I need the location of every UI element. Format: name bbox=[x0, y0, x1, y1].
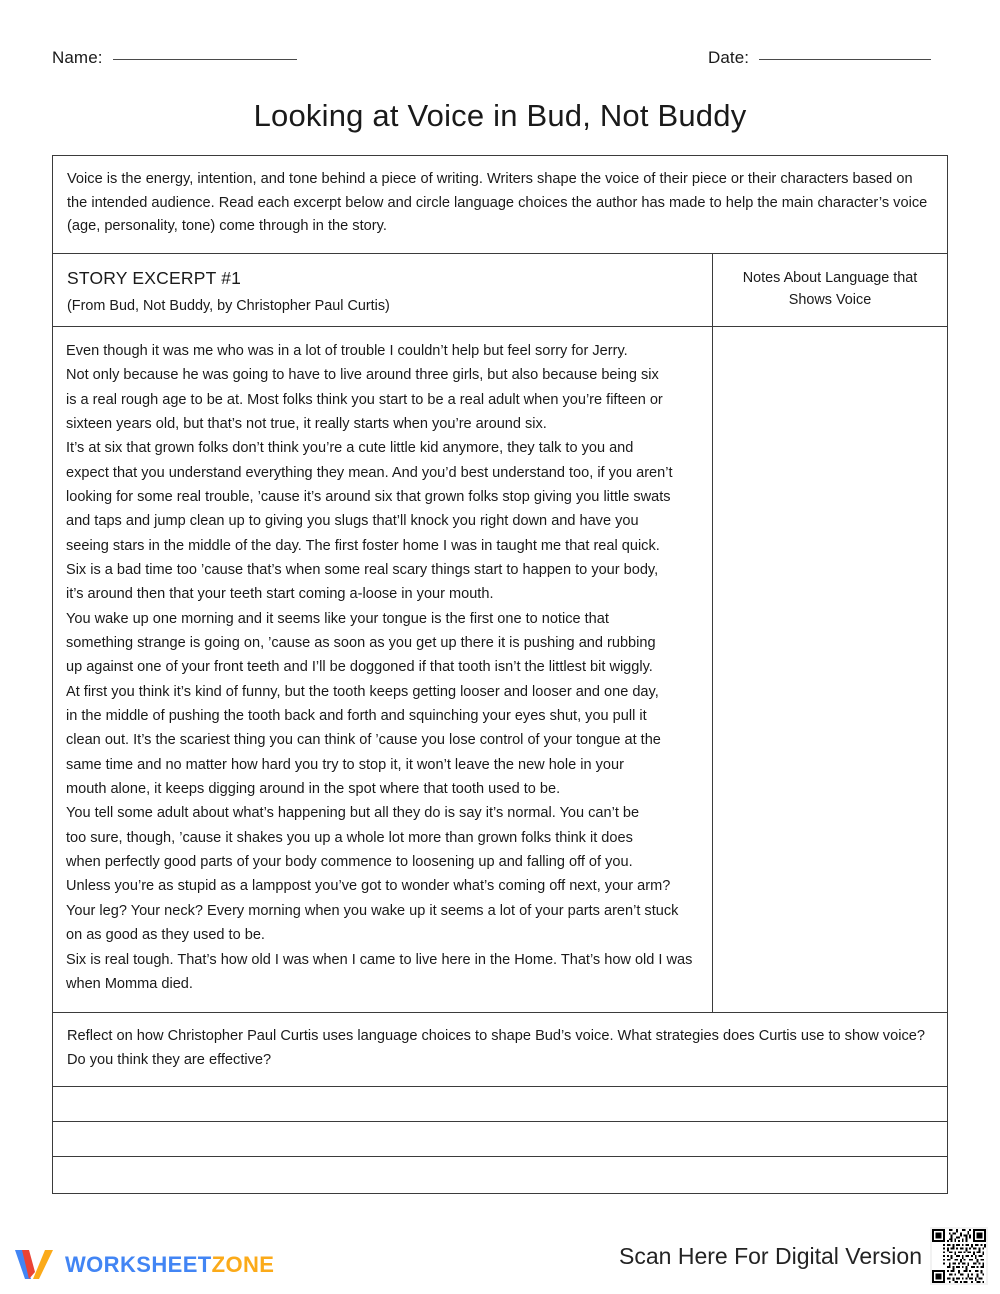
excerpt-header-row bbox=[53, 254, 947, 327]
reflection-row bbox=[53, 1013, 947, 1087]
name-date-row bbox=[52, 48, 948, 78]
passage-line: expect that you understand everything they mean. And you’d best understand too, if you aren’t bbox=[66, 464, 673, 481]
passage-line: it’s around then that your teeth start coming a-loose in your mouth. bbox=[66, 586, 494, 603]
date-label: Date: bbox=[708, 48, 750, 67]
passage-line: and taps and jump clean up to giving you slugs that’ll knock you right down and have you bbox=[66, 513, 639, 530]
passage-line: clean out. It’s the scariest thing you can think of ’cause you lose control of your tongue at the bbox=[66, 732, 661, 749]
passage-line: in the middle of pushing the tooth back and forth and squinching your eyes shut, you pull it bbox=[66, 708, 647, 725]
scan-text: Scan Here For Digital Version bbox=[619, 1242, 922, 1269]
scan-section bbox=[619, 1227, 988, 1285]
passage-line: At first you think it’s kind of funny, but the tooth keeps getting looser and looser and one day, bbox=[66, 683, 659, 700]
name-field-group bbox=[52, 48, 297, 68]
passage-line: Six is real tough. That’s how old I was when I came to live here in the Home. That’s how old I was bbox=[66, 951, 693, 968]
passage-line: same time and no matter how hard you try to stop it, it won’t leave the new hole in your bbox=[66, 756, 624, 773]
passage-line: sixteen years old, but that’s not true, it really starts when you’re around six. bbox=[66, 415, 547, 432]
footer bbox=[0, 1224, 1000, 1294]
brand-zone-text: ZONE bbox=[211, 1252, 275, 1277]
passage-line: You wake up one morning and it seems like your tongue is the first one to notice that bbox=[66, 610, 609, 627]
passage-line: mouth alone, it keeps digging around in the spot where that tooth used to be. bbox=[66, 781, 561, 798]
passage-line: too sure, though, ’cause it shakes you up a whole lot more than grown folks think it does bbox=[66, 829, 633, 846]
passage-line: Not only because he was going to have to live around three girls, but also because being six bbox=[66, 367, 659, 384]
worksheet-table bbox=[52, 155, 948, 1194]
passage-line: seeing stars in the middle of the day. The first foster home I was in taught me that real quick. bbox=[66, 537, 660, 554]
passage-line: on as good as they used to be. bbox=[66, 927, 265, 944]
passage-line: up against one of your front teeth and I’ll be doggoned if that tooth isn’t the littlest bit wiggly. bbox=[66, 659, 653, 676]
page-title: Looking at Voice in Bud, Not Buddy bbox=[253, 98, 747, 133]
answer-line-2[interactable] bbox=[53, 1122, 947, 1156]
instructions-row bbox=[53, 156, 947, 254]
excerpt-header-cell bbox=[53, 254, 713, 326]
brand-worksheet-text: WORKSHEET bbox=[65, 1252, 212, 1277]
passage-line: Your leg? Your neck? Every morning when you wake up it seems a lot of your parts aren’t stuck bbox=[66, 902, 679, 919]
answer-row-1[interactable] bbox=[53, 1087, 947, 1122]
reflection-prompt: Reflect on how Christopher Paul Curtis uses language choices to shape Bud’s voice. What strategies does Curtis use to show voice? Do you think they are effective? bbox=[67, 1028, 925, 1068]
passage-line: Six is a bad time too ’cause that’s when some real scary things start to happen to your body, bbox=[66, 562, 659, 579]
passage-line: Unless you’re as stupid as a lamppost you’ve got to wonder what’s coming off next, your arm? bbox=[66, 878, 671, 895]
brand-text bbox=[65, 1252, 274, 1278]
passage-line: when Momma died. bbox=[66, 975, 193, 992]
passage-line: when perfectly good parts of your body commence to loosening up and falling off of you. bbox=[66, 854, 633, 871]
excerpt-source: (From Bud, Not Buddy, by Christopher Paul Curtis) bbox=[67, 297, 390, 314]
qr-code-icon[interactable] bbox=[930, 1227, 988, 1285]
notes-answer-area[interactable] bbox=[713, 327, 947, 1012]
worksheet-zone-w-icon bbox=[14, 1248, 54, 1282]
answer-line-3[interactable] bbox=[53, 1157, 947, 1193]
passage-line: something strange is going on, ’cause as soon as you get up there it is pushing and rubbing bbox=[66, 635, 656, 652]
passage-line: Even though it was me who was in a lot of trouble I couldn’t help but feel sorry for Jerry. bbox=[66, 342, 628, 359]
reflection-cell bbox=[53, 1013, 947, 1086]
excerpt-heading: STORY EXCERPT #1 bbox=[67, 267, 242, 288]
passage-row bbox=[53, 327, 947, 1013]
notes-column-heading: Notes About Language that Shows Voice bbox=[742, 270, 918, 308]
passage-line: looking for some real trouble, ’cause it’s around six that grown folks stop giving you little swats bbox=[66, 488, 671, 505]
answer-row-3[interactable] bbox=[53, 1157, 947, 1193]
passage-line: You tell some adult about what’s happening but all they do is say it’s normal. You can’t be bbox=[66, 805, 640, 822]
notes-column-header-cell bbox=[713, 254, 947, 326]
name-label: Name: bbox=[52, 48, 103, 67]
brand-logo bbox=[14, 1248, 274, 1282]
instructions-cell bbox=[53, 156, 947, 253]
passage-cell bbox=[53, 327, 713, 1012]
answer-line-1[interactable] bbox=[53, 1087, 947, 1121]
date-field-group bbox=[708, 48, 931, 68]
date-write-line[interactable] bbox=[759, 59, 931, 60]
passage-line: It’s at six that grown folks don’t think you’re a cute little kid anymore, they talk to you and bbox=[66, 440, 634, 457]
instructions-text: Voice is the energy, intention, and tone behind a piece of writing. Writers shape the voice of their piece or their characters based on the intended audience. Read each excerpt below and circle language choices the author has made to help the main character’s voice (age, personality, tone) come through in the story. bbox=[67, 171, 928, 235]
name-write-line[interactable] bbox=[113, 59, 297, 60]
passage-text bbox=[66, 339, 699, 996]
answer-row-2[interactable] bbox=[53, 1122, 947, 1157]
passage-line: is a real rough age to be at. Most folks think you start to be a real adult when you’re fifteen or bbox=[66, 391, 663, 408]
